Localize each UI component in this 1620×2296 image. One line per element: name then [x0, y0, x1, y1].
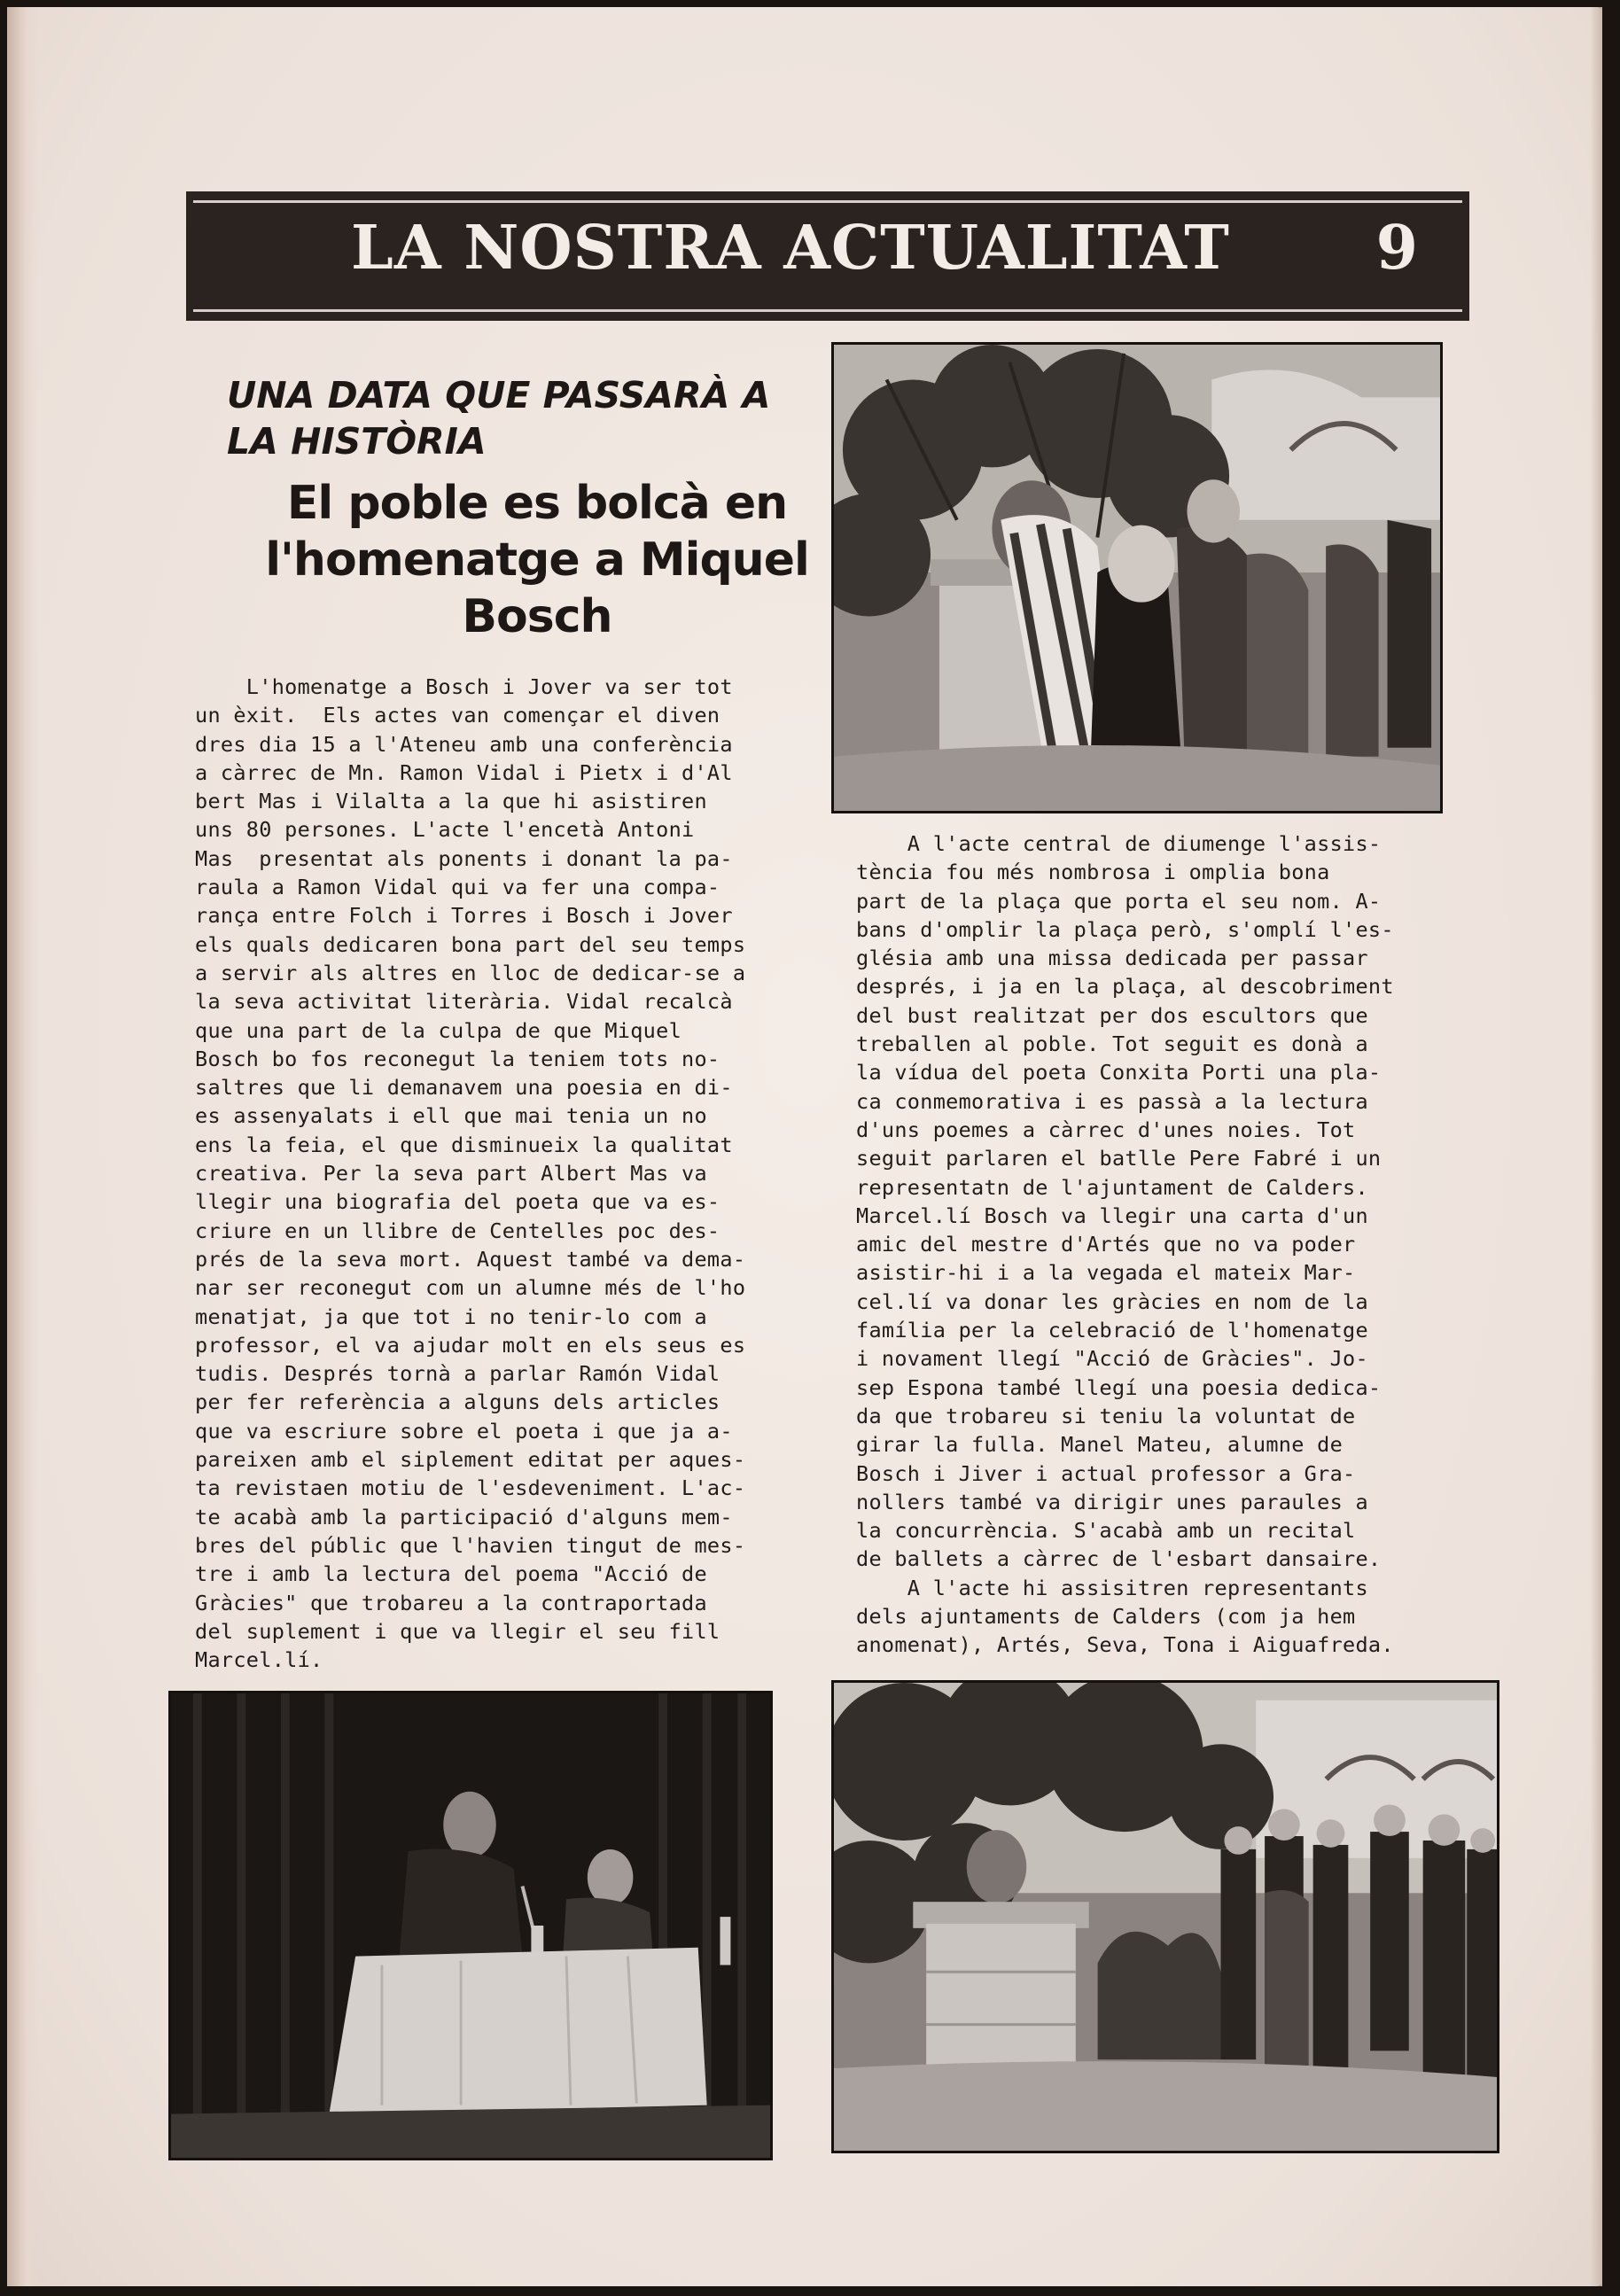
bust-unveiling-photo	[831, 342, 1443, 813]
conference-image	[171, 1693, 770, 2158]
newspaper-page	[7, 7, 1602, 2286]
article-kicker: UNA DATA QUE PASSARÀ A LA HISTÒRIA	[227, 374, 771, 463]
article-headline: El poble es bolcà en l'homenatge a Miquel Bosch	[265, 477, 809, 643]
page-edge-shadow	[1590, 7, 1602, 2286]
ceremony-image	[834, 1683, 1497, 2151]
section-title: LA NOSTRA ACTUALITAT	[351, 213, 1230, 284]
article-column-1: L'homenatge a Bosch i Jover va ser tot un èxit. Els actes van començar el diven dres dia 15 a l'Ateneu amb una conferència a càrrec de Mn. Ramon Vidal i Pietx i d'Al bert Mas i Vilalta a la que hi asistiren uns 80 persones. L'acte l'encetà Antoni Mas presentat als ponents i donant la pa- raula a Ramon Vidal qui va fer una compa- rança entre Folch i Torres i Bosch i Jover els quals dedicaren bona part del seu temps a servir als altres en lloc de dedicar-se a la seva activitat literària. Vidal recalcà que una part de la culpa de que Miquel Bosch bo fos reconegut la teniem tots no- saltres que li demanavem una poesia en di- es assenyalats i ell que mai tenia un no ens la feia, el que disminueix la qualitat creativa. Per la seva part Albert Mas va llegir una biografia del poeta que va es- criure en un llibre de Centelles poc des- prés de la seva mort. Aquest també va dema- nar ser reconegut com un alumne més de l'ho menatjat, ja que tot i no tenir-lo com a professor, el va ajudar molt en els seus es tudis. Després tornà a parlar Ramón Vidal per fer referència a alguns dels articles que va escriure sobre el poeta i que ja a- pareixen amb el siplement editat per aques- ta revistaen motiu de l'esdeveniment. L'ac- te acabà amb la participació d'alguns mem- bres del públic que l'havien tingut de mes- tre i amb la lectura del poema "Acció de Gràcies" que trobareu a la contraportada del suplement i que va llegir el seu fill Marcel.lí.	[195, 674, 746, 1673]
page-number: 9	[1375, 213, 1418, 284]
page-spine-shadow	[7, 7, 39, 2286]
section-banner	[186, 191, 1469, 321]
bust-unveiling-image	[834, 345, 1440, 811]
bust-ceremony-crowd-photo	[831, 1680, 1499, 2153]
conference-table-photo	[168, 1691, 773, 2160]
article-column-2: A l'acte central de diumenge l'assis- tència fou més nombrosa i omplia bona part de la plaça que porta el seu nom. A- bans d'omplir la plaça però, s'omplí l'es- glésia amb una missa dedicada per passar després, i ja en la plaça, al descobriment del bust realitzat per dos escultors que treballen al poble. Tot seguit es donà a la vídua del poeta Conxita Porti una pla- ca conmemorativa i es passà a la lectura d'uns poemes a càrrec d'unes noies. Tot seguit parlaren el batlle Pere Fabré i un representatn de l'ajuntament de Calders. Marcel.lí Bosch va llegir una carta d'un amic del mestre d'Artés que no va poder asistir-hi i a la vegada el mateix Mar- cel.lí va donar les gràcies en nom de la família per la celebració de l'homenatge i novament llegí "Acció de Gràcies". Jo- sep Espona també llegí una poesia dedica- da que trobareu si teniu la voluntat de girar la fulla. Manel Mateu, alumne de Bosch i Jiver i actual professor a Gra- nollers també va dirigir unes paraules a la concurrència. S'acabà amb un recital de ballets a càrrec de l'esbart dansaire. A l'acte hi assisitren representants dels ajuntaments de Calders (com ja hem anomenat), Artés, Seva, Tona i Aiguafreda.	[856, 831, 1394, 1658]
